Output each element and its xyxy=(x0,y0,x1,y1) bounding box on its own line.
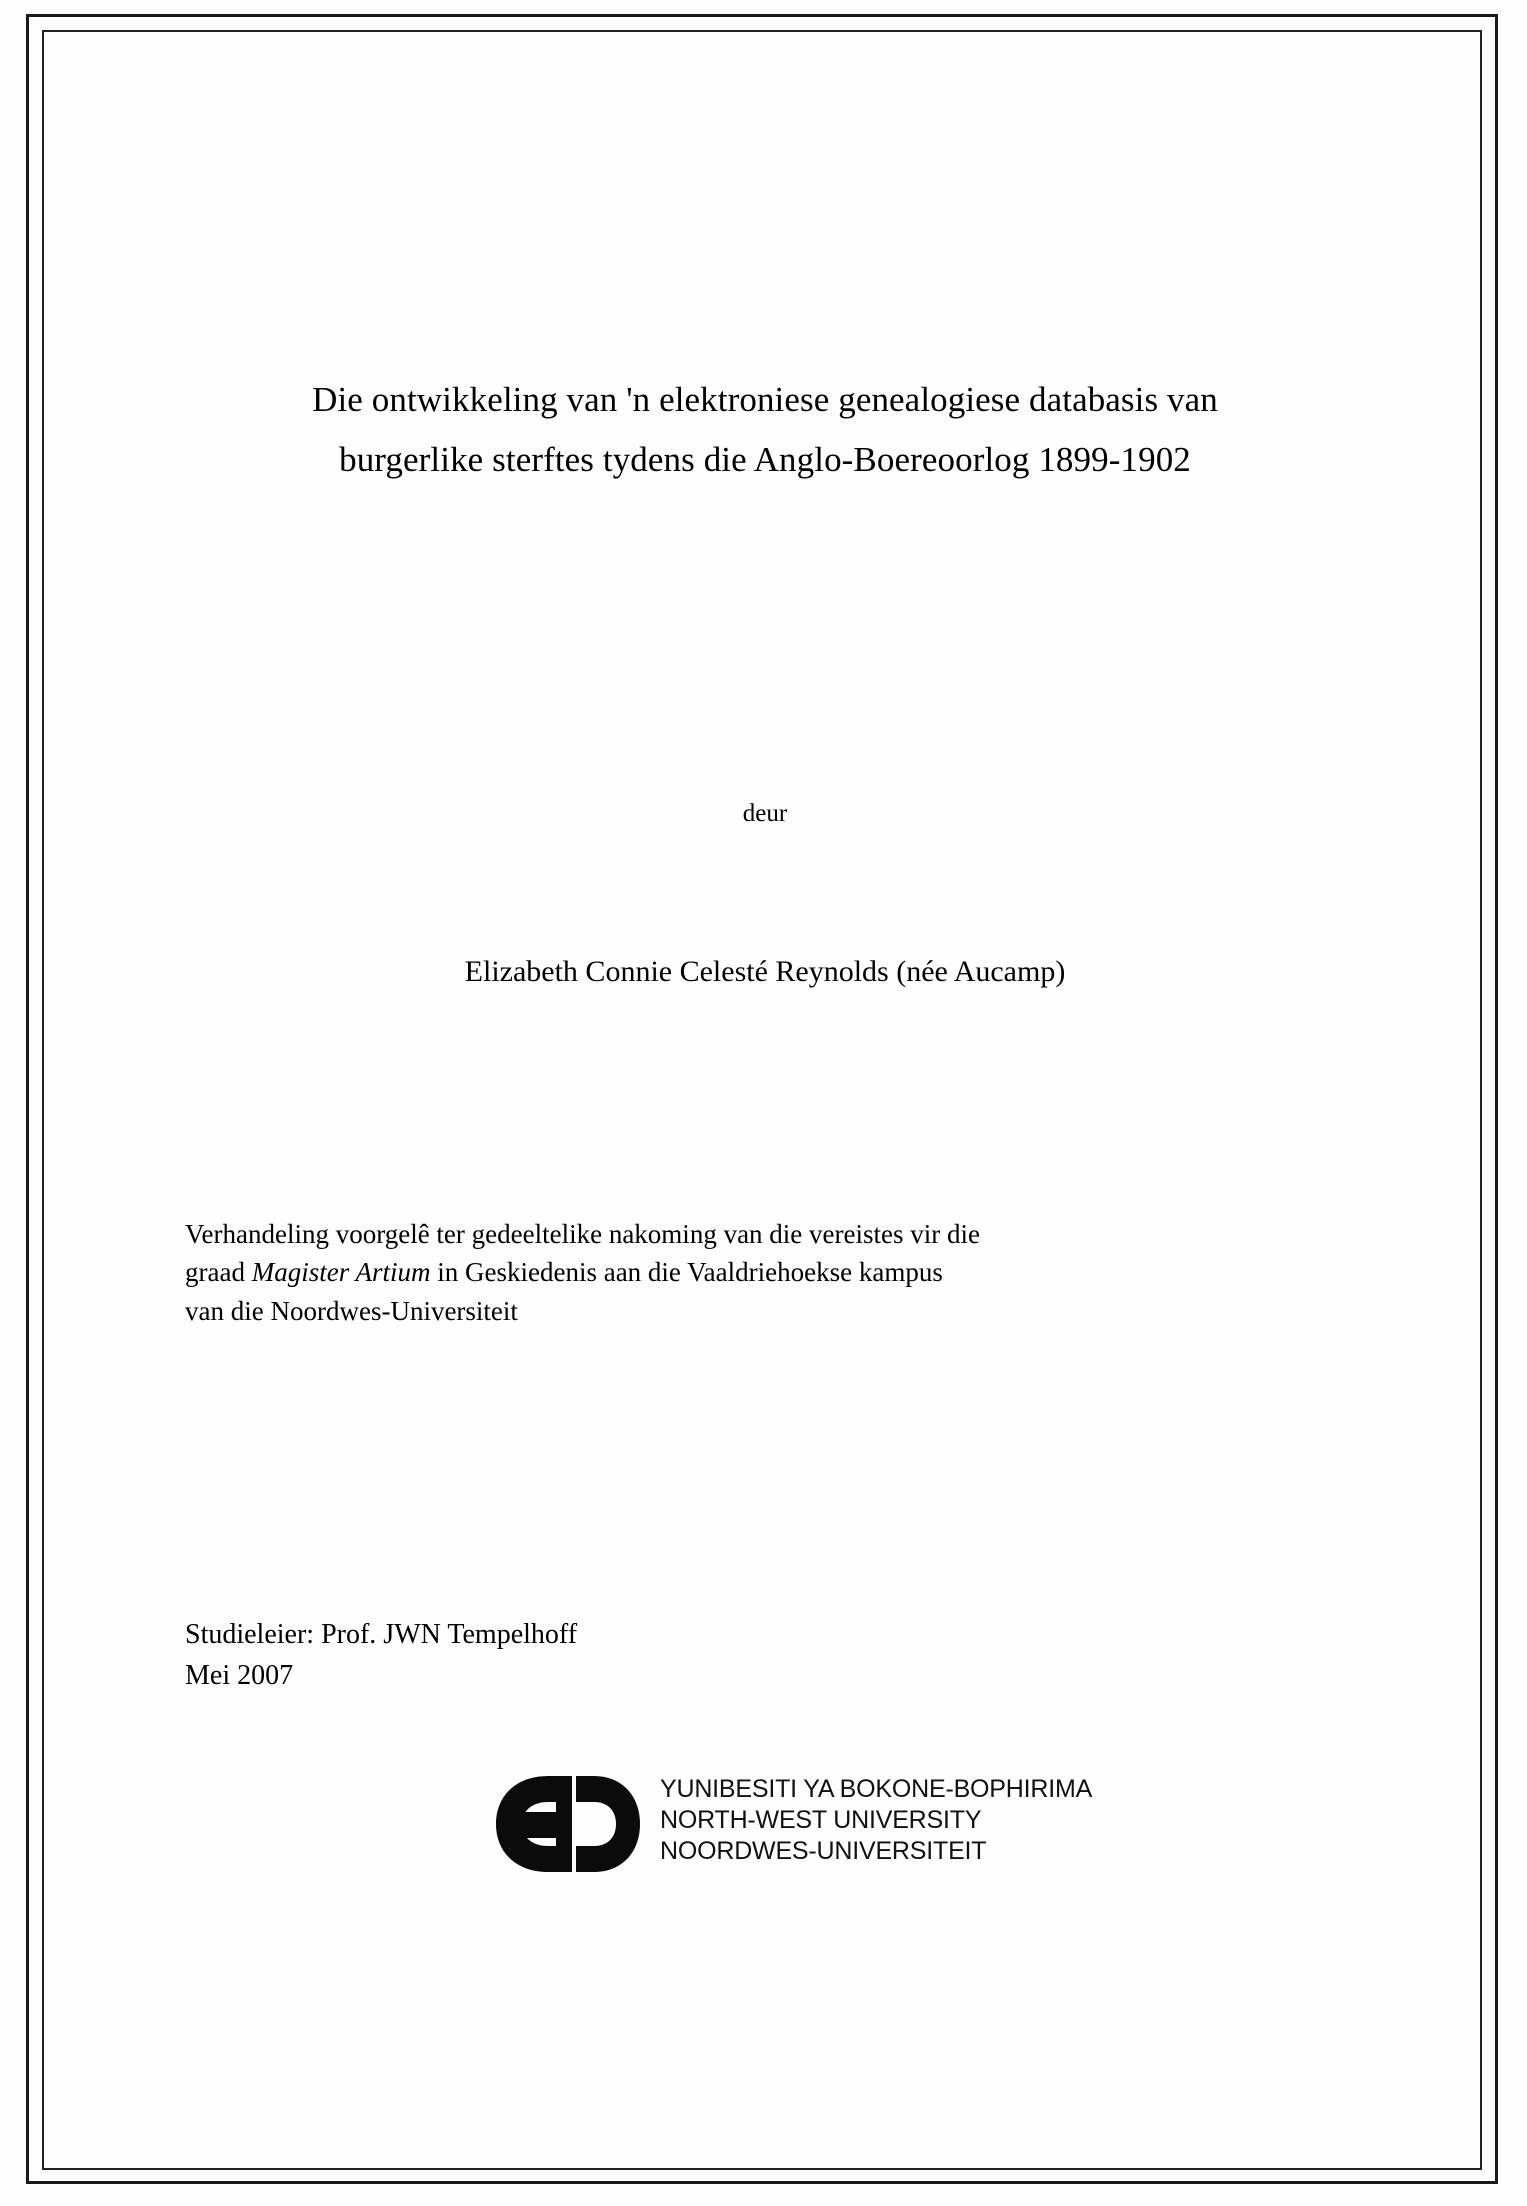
title-page-content xyxy=(180,0,1350,2206)
north-west-university-logo-icon xyxy=(490,1772,650,1877)
degree-statement-line-2-prefix: graad xyxy=(185,1257,252,1288)
degree-statement xyxy=(185,1215,1335,1330)
date-line: Mei 2007 xyxy=(185,1659,294,1691)
degree-statement-line-2 xyxy=(185,1253,1335,1291)
logo-text-line-3: NOORDWES-UNIVERSITEIT xyxy=(660,1837,987,1865)
degree-statement-line-3: van die Noordwes-Universiteit xyxy=(185,1295,518,1326)
logo-text-line-1: YUNIBESITI YA BOKONE-BOPHIRIMA xyxy=(660,1775,1093,1803)
logo-text-line-2: NORTH-WEST UNIVERSITY xyxy=(660,1806,982,1834)
supervisor-block xyxy=(185,1615,1085,1696)
degree-statement-line-1: Verhandeling voorgelê ter gedeeltelike nakoming van die vereistes vir die xyxy=(185,1219,980,1249)
university-logo-text xyxy=(660,1774,1092,1867)
author-name: Elizabeth Connie Celesté Reynolds (née Aucamp) xyxy=(464,955,1066,988)
by-label: deur xyxy=(742,800,788,827)
thesis-title xyxy=(180,370,1350,490)
university-logo-block xyxy=(490,1768,1250,1888)
supervisor-line: Studieleier: Prof. JWN Tempelhoff xyxy=(185,1619,578,1650)
thesis-title-line-2: burgerlike sterftes tydens die Anglo-Boereoorlog 1899-1902 xyxy=(339,440,1191,480)
degree-statement-line-2-suffix: in Geskiedenis aan die Vaaldriehoekse kampus xyxy=(430,1257,943,1288)
thesis-title-line-1: Die ontwikkeling van 'n elektroniese genealogiese databasis van xyxy=(312,380,1218,419)
degree-name: Magister Artium xyxy=(251,1257,431,1288)
